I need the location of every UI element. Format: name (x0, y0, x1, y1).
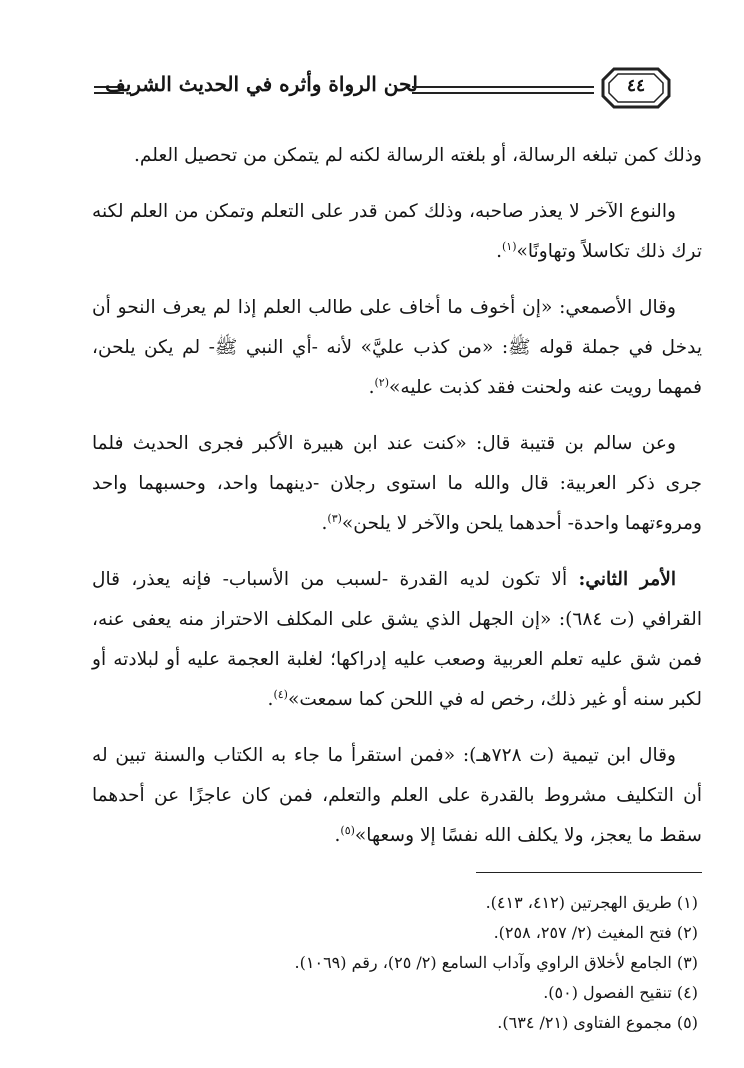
header-rule-middle-lower (412, 92, 594, 94)
paragraph-text: وذلك كمن تبلغه الرسالة، أو بلغته الرسالة لكنه لم يتمكن من تحصيل العلم. (134, 145, 702, 166)
footnote-ref: (١) (502, 239, 517, 253)
paragraph-text: وعن سالم بن قتيبة قال: «كنت عند ابن هبيرة الأكبر فجرى الحديث فلما جرى ذكر العربية: قال والله ما استوى رجلان -دينهما واحد، وحسبهما واحد ومروءتهما واحدة- أحدهما يلحن والآخر لا يلحن» (92, 433, 702, 534)
paragraph-tail: . (368, 377, 375, 398)
page-number: ٤٤ (626, 76, 646, 96)
paragraph-5 (92, 560, 702, 720)
footnote-separator (476, 872, 702, 873)
paragraph-2 (92, 192, 702, 272)
footnote-2: (٢) فتح المغيث (٢/ ٢٥٧، ٢٥٨). (493, 923, 698, 942)
paragraph-tail: . (334, 825, 341, 846)
paragraph-6 (92, 736, 702, 856)
running-title: لحن الرواة وأثره في الحديث الشريف (104, 72, 418, 96)
footnote-3: (٣) الجامع لأخلاق الراوي وآداب السامع (٢/ ٢٥)، رقم (١٠٦٩). (294, 953, 698, 972)
paragraph-4 (92, 424, 702, 544)
paragraph-1 (92, 136, 702, 176)
paragraph-text: وقال ابن تيمية (ت ٧٢٨هـ): «فمن استقرأ ما جاء به الكتاب والسنة تبين له أن التكليف مشروط بالقدرة على العلم والتعلم، فمن كان عاجزًا عن أحدهما سقط ما يعجز، ولا يكلف الله نفسًا إلا وسعها» (92, 745, 702, 846)
paragraph-3 (92, 288, 702, 408)
footnote-ref: (٤) (273, 687, 288, 701)
main-text (92, 136, 702, 872)
footnotes (92, 888, 702, 1038)
paragraph-text: ألا تكون لديه القدرة -لسبب من الأسباب- فإنه يعذر، قال القرافي (ت ٦٨٤): «إن الجهل الذي يشق على المكلف الاحتراز منه يعفى عنه، فمن شق عليه تعلم العربية وصعب عليه إدراكها؛ لغلبة العجمة عليه أو لبلادته أو لكبر سنه أو غير ذلك، رخص له في اللحن كما سمعت» (92, 569, 702, 710)
page-header (94, 66, 676, 110)
page-number-badge (600, 66, 672, 110)
footnote-ref: (٥) (340, 823, 355, 837)
footnote-5: (٥) مجموع الفتاوى (٢١/ ٦٣٤). (497, 1013, 698, 1032)
paragraph-text: وقال الأصمعي: «إن أخوف ما أخاف على طالب العلم إذا لم يعرف النحو أن يدخل في جملة قوله ﷺ: «من كذب عليَّ» لأنه -أي النبي ﷺ- لم يكن يلحن، فمهما رويت عنه ولحنت فقد كذبت عليه» (92, 297, 702, 398)
footnote-ref: (٣) (327, 511, 342, 525)
footnote-ref: (٢) (374, 375, 390, 389)
paragraph-tail: . (496, 241, 502, 262)
paragraph-text: والنوع الآخر لا يعذر صاحبه، وذلك كمن قدر على التعلم وتمكن من العلم لكنه ترك ذلك تكاسلاً وتهاونًا» (92, 201, 702, 262)
footnote-4: (٤) تنقيح الفصول (٥٠). (543, 983, 698, 1002)
header-rule-middle (412, 86, 594, 88)
footnote-1: (١) طريق الهجرتين (٤١٢، ٤١٣). (485, 893, 698, 912)
paragraph-lead: الأمر الثاني: (578, 569, 676, 590)
paragraph-tail: . (321, 513, 328, 534)
paragraph-tail: . (267, 689, 274, 710)
